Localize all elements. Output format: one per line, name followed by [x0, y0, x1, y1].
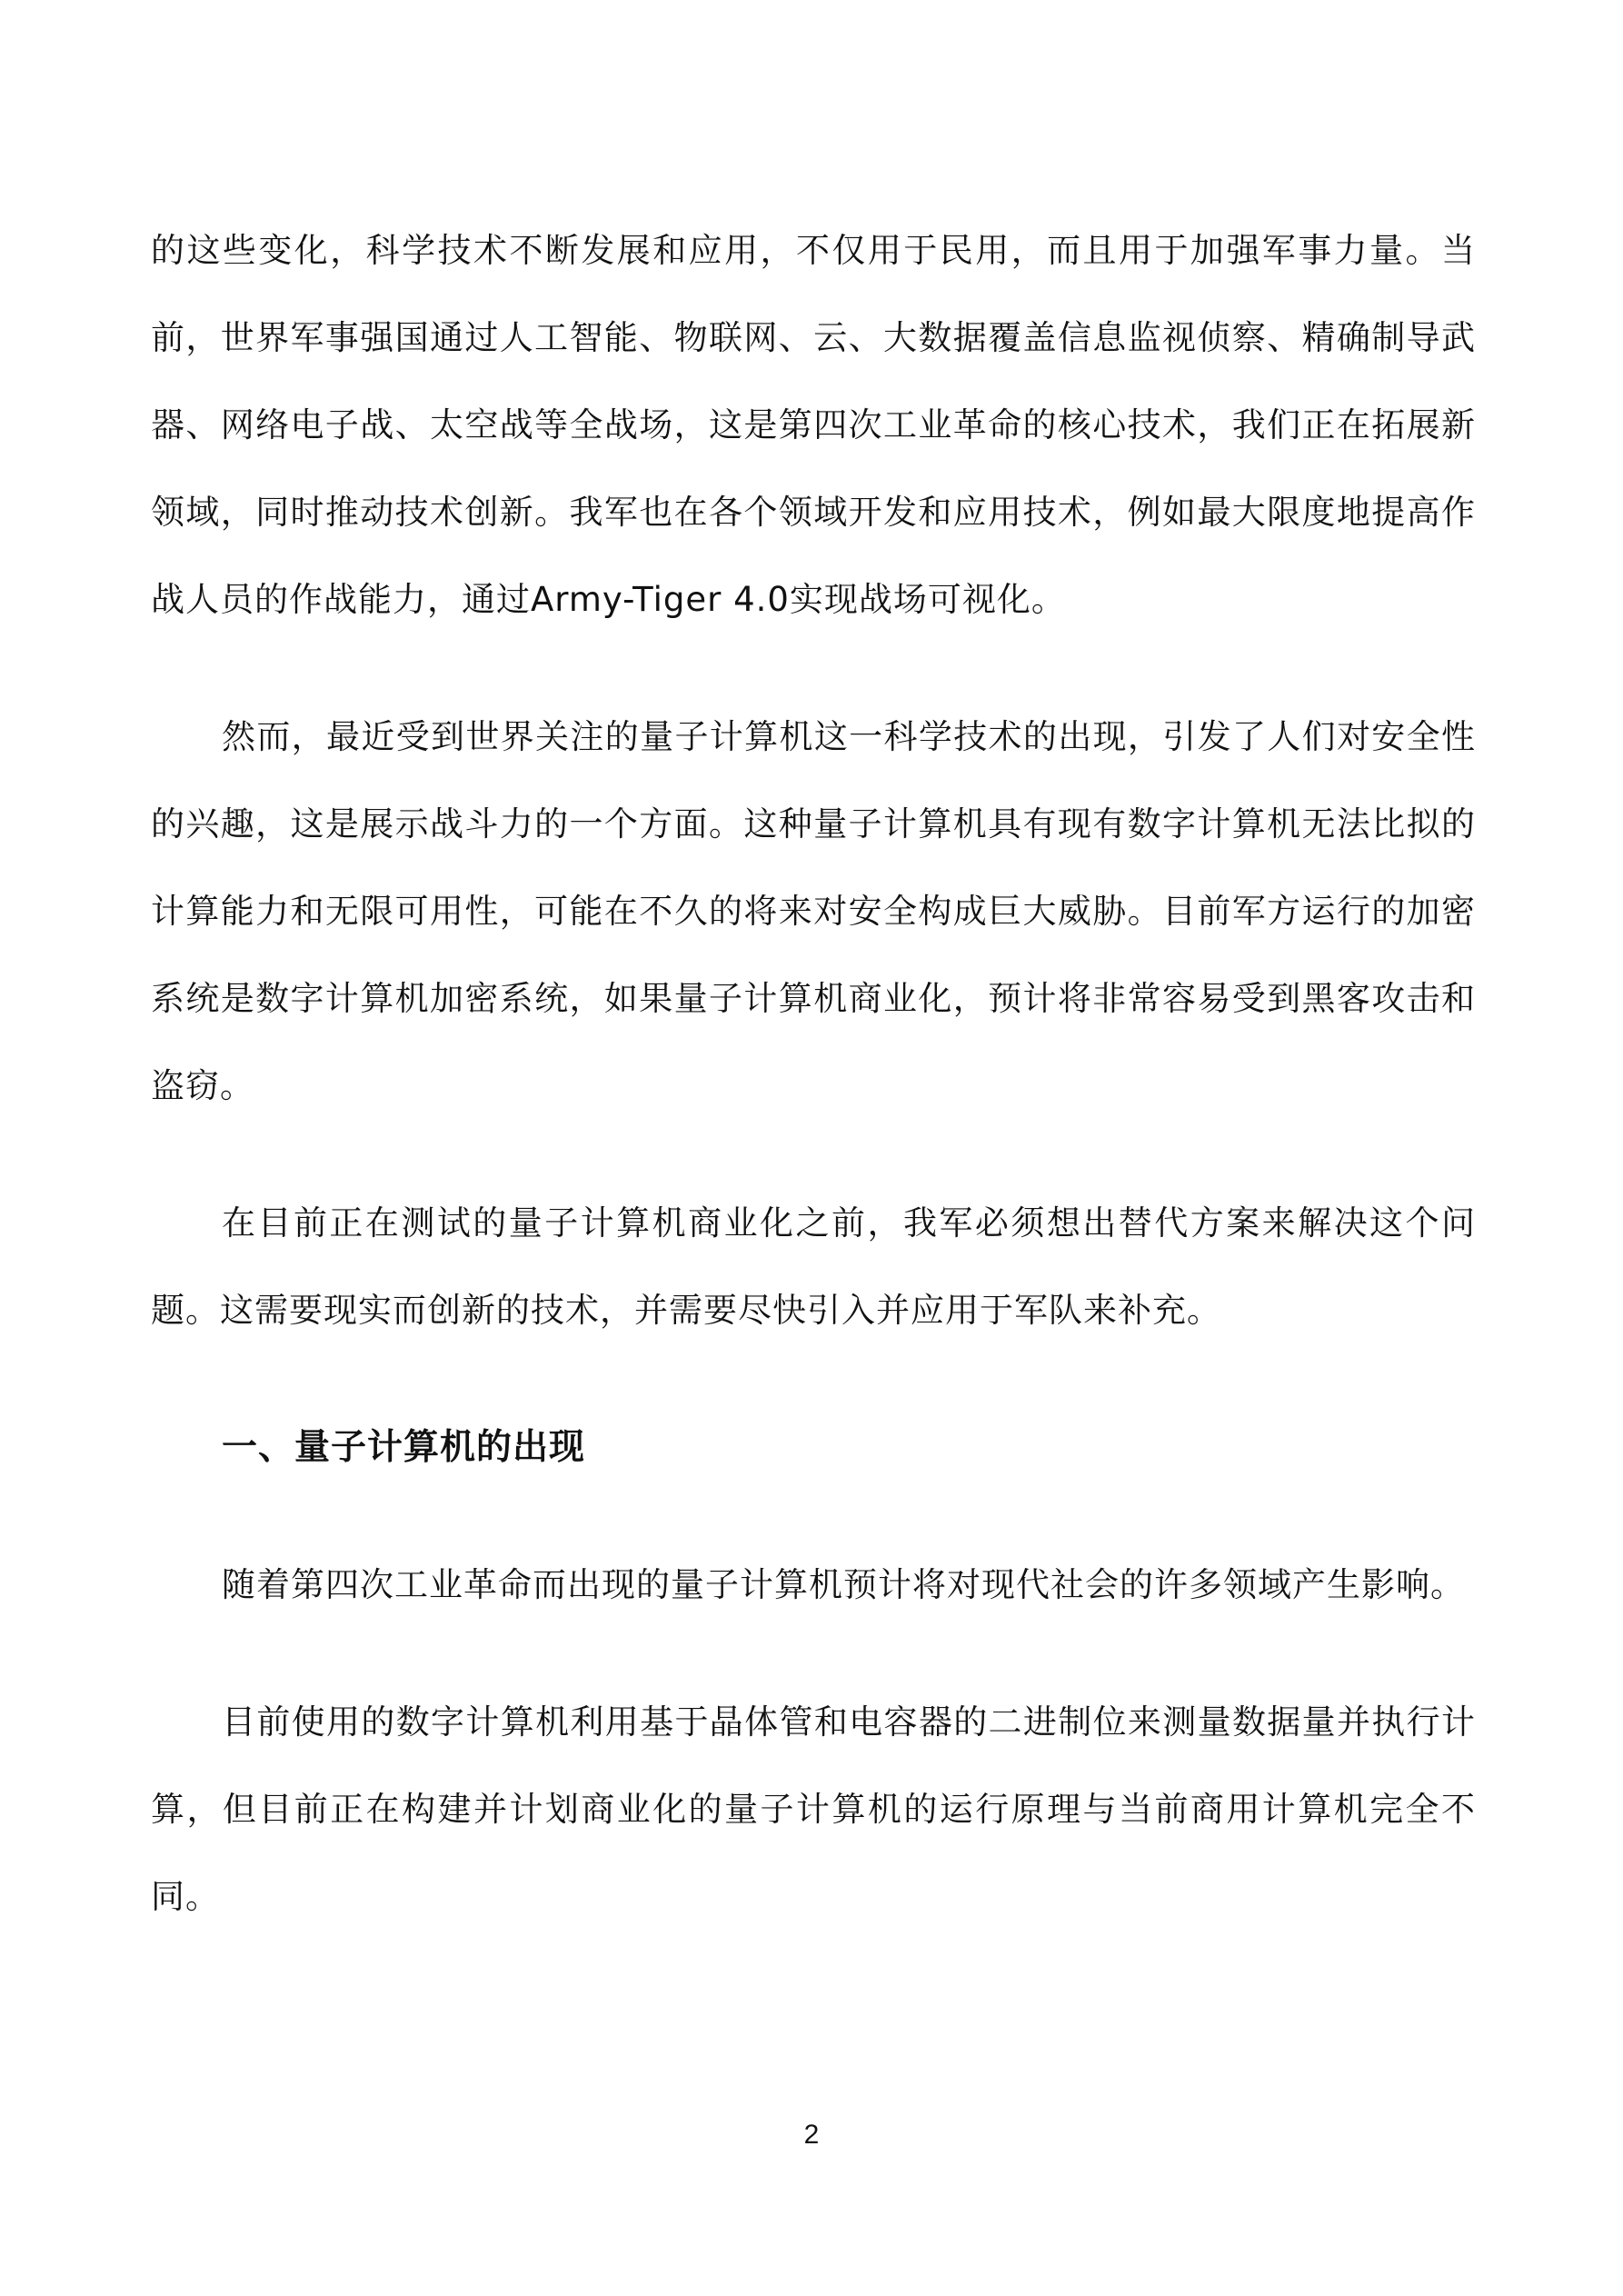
paragraph-gap [151, 1130, 1476, 1180]
paragraph-gap [151, 1354, 1476, 1404]
paragraph-impact: 随着第四次工业革命而出现的量子计算机预计将对现代社会的许多领域产生影响。 [222, 1565, 1465, 1604]
paragraph-gap [151, 644, 1476, 694]
paragraph-continuation: 的这些变化，科学技术不断发展和应用，不仅用于民用，而且用于加强军事力量。当前，世界军事强国通过人工智能、物联网、云、大数据覆盖信息监视侦察、精确制导武器、网络电子战、太空战等全战场，这是第四次工业革命的核心技术，我们正在拓展新领域，同时推动技术创新。我军也在各个领域开发和应用技术，例如最大限度地提高作战人员的作战能力，通过Army-Tiger 4.0实现战场可视化。 [151, 231, 1476, 619]
paragraph-quantum-threat: 然而，最近受到世界关注的量子计算机这一科学技术的出现，引发了人们对安全性的兴趣，这是展示战斗力的一个方面。这种量子计算机具有现有数字计算机无法比拟的计算能力和无限可用性，可能在不久的将来对安全构成巨大威胁。目前军方运行的加密系统是数字计算机加密系统，如果量子计算机商业化，预计将非常容易受到黑客攻击和盗窃。 [151, 717, 1476, 1105]
paragraph-principles: 目前使用的数字计算机利用基于晶体管和电容器的二进制位来测量数据量并执行计算，但目前正在构建并计划商业化的量子计算机的运行原理与当前商用计算机完全不同。 [151, 1702, 1476, 1916]
page-number: 2 [803, 2120, 820, 2150]
paragraph-gap [151, 1629, 1476, 1679]
section-heading: 一、量子计算机的出现 [222, 1427, 586, 1468]
document-body [151, 207, 1476, 1941]
paragraph-gap [151, 1492, 1476, 1542]
paragraph-alternatives: 在目前正在测试的量子计算机商业化之前，我军必须想出替代方案来解决这个问题。这需要现实而创新的技术，并需要尽快引入并应用于军队来补充。 [151, 1203, 1476, 1330]
